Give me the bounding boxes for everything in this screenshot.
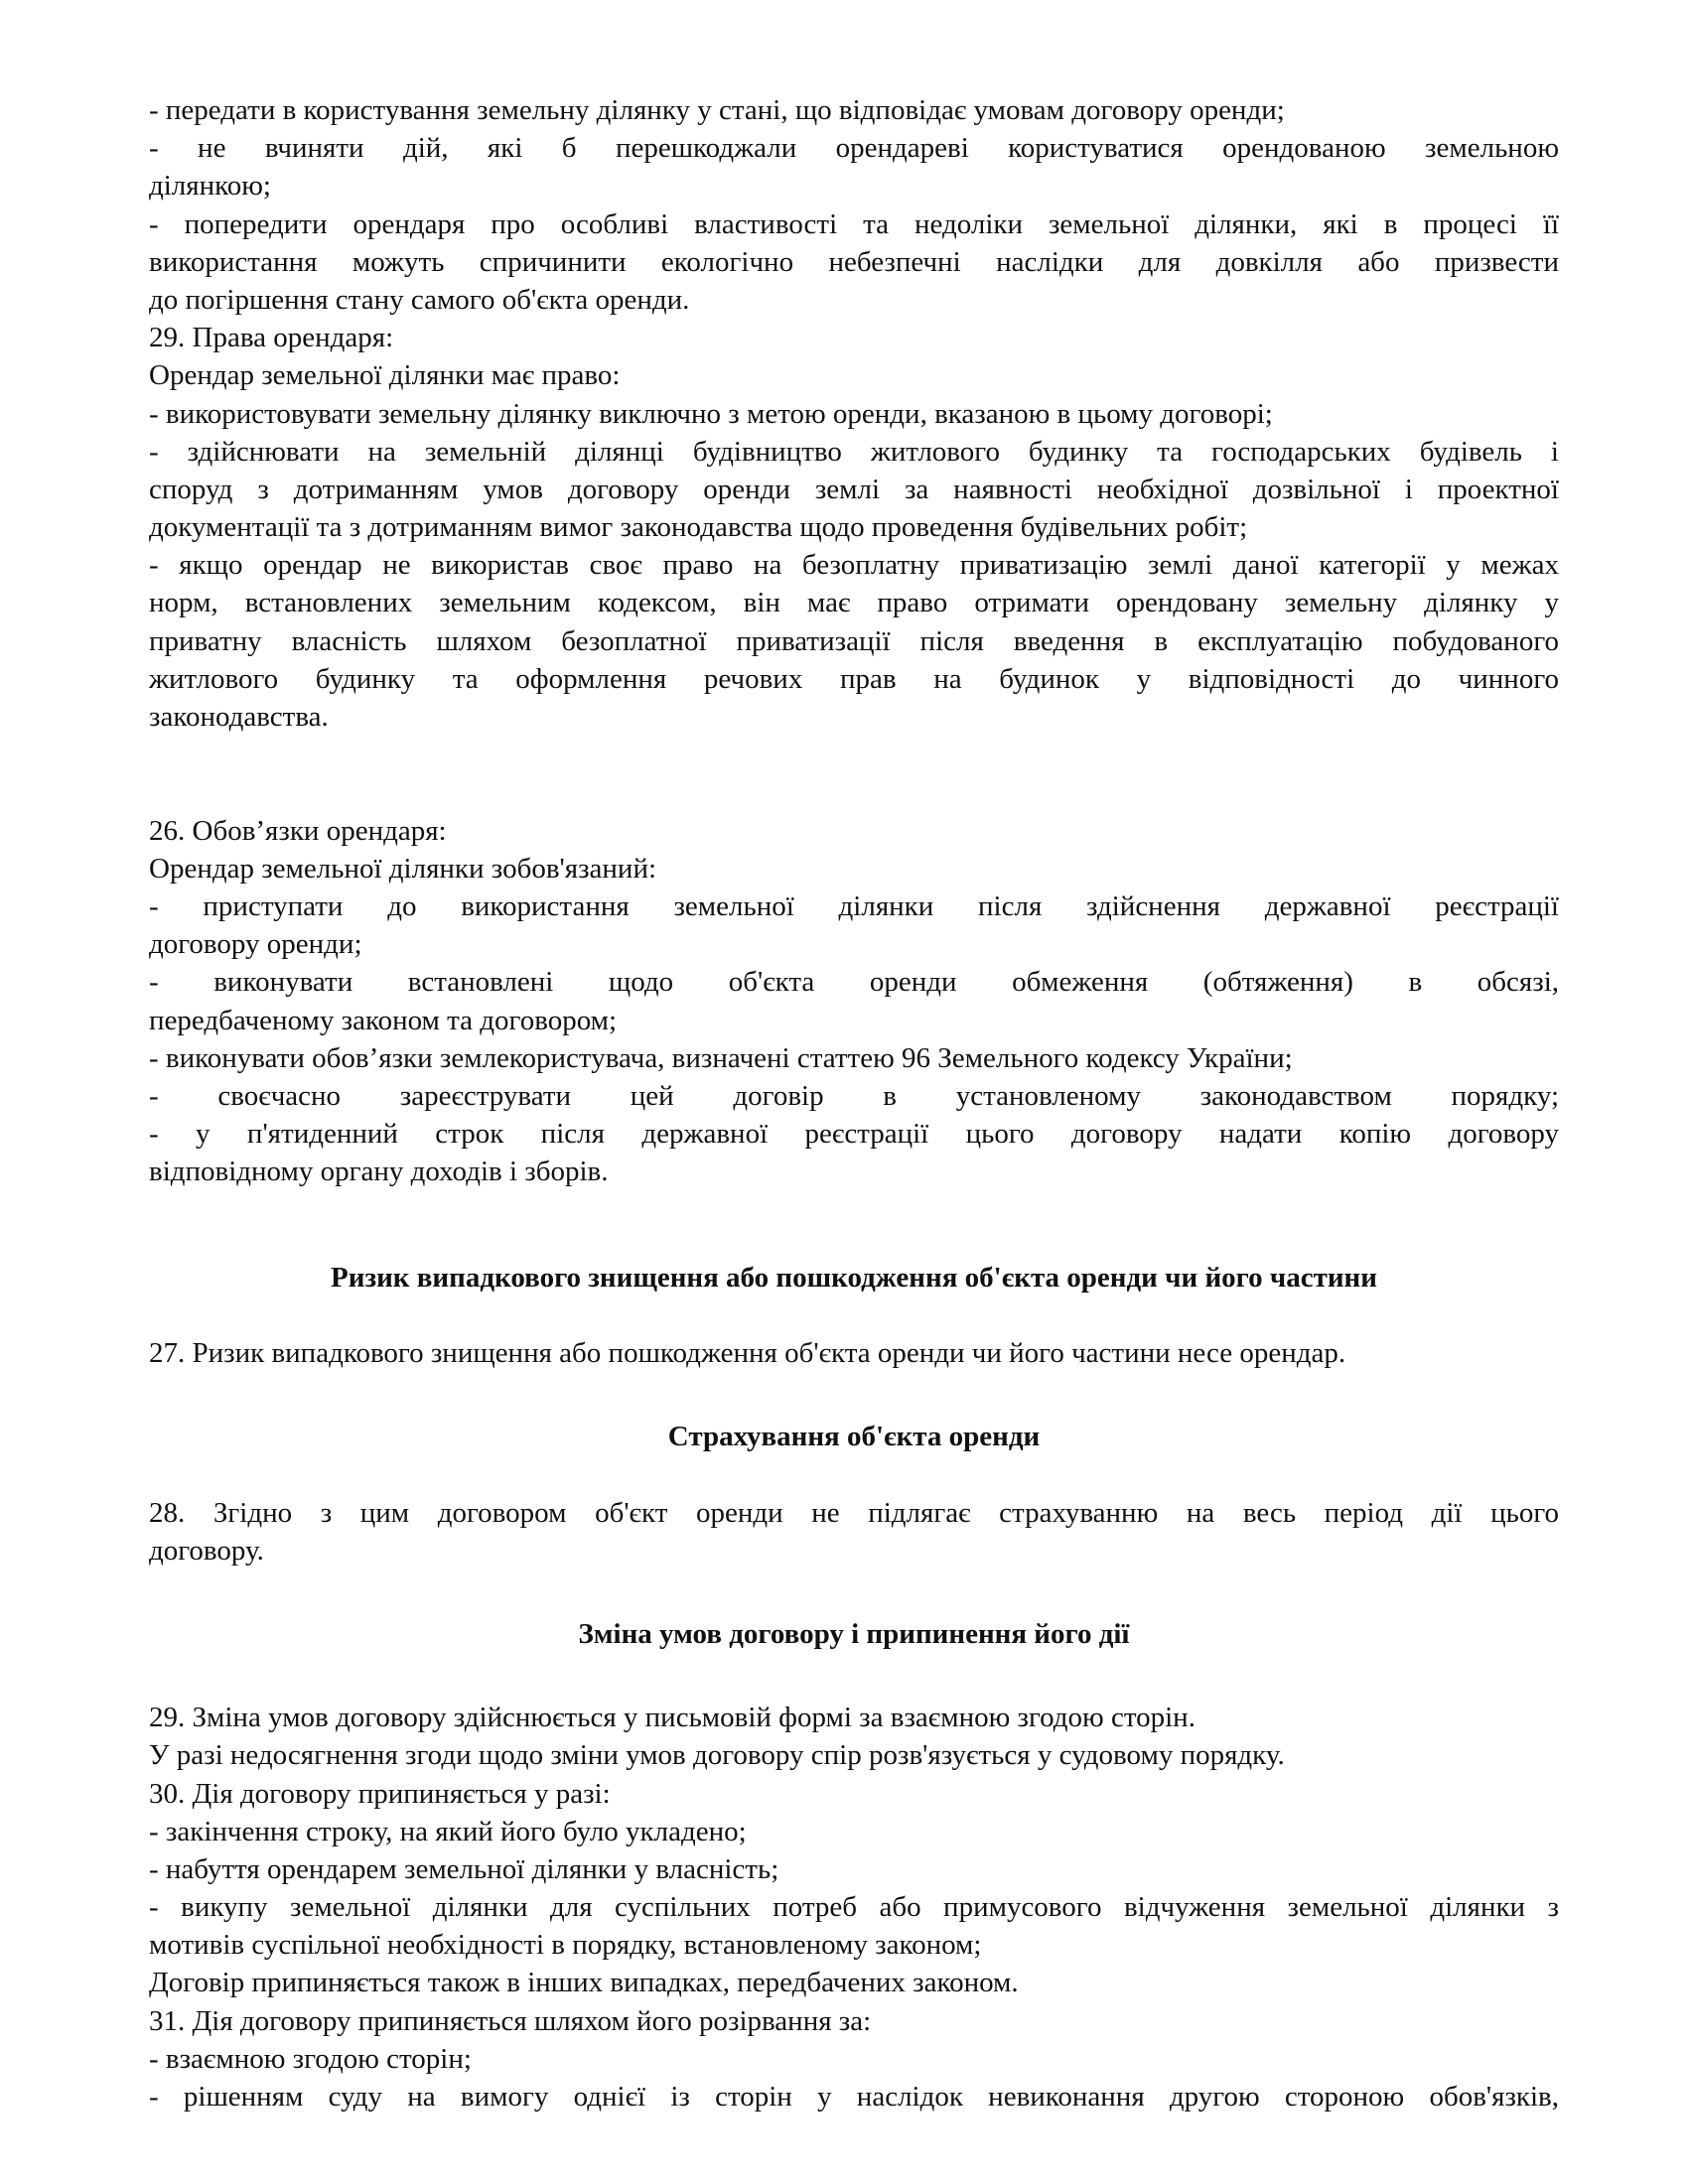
text-line: - закінчення строку, на який його було укладено; (149, 1815, 747, 1847)
text-line: Договір припиняється також в інших випадках, передбачених законом. (149, 1967, 1019, 1999)
text-line: - взаємною згодою сторін; (149, 2042, 472, 2075)
text-line: 30. Дія договору припиняється у разі: (149, 1777, 611, 1810)
text-line: - рішенням суду на вимогу однієї із сторін у наслідок невиконання другою стороною обов'язків, (149, 2081, 1559, 2114)
text-line: 28. Згідно з цим договором об'єкт оренди не підлягає страхуванню на весь період дії цього (149, 1496, 1559, 1529)
text-line: - викупу земельної ділянки для суспільних потреб або примусового відчуження земельної ділянки з (149, 1891, 1559, 1924)
text-line: - виконувати встановлені щодо об'єкта оренди обмеження (обтяження) в обсязі, (149, 966, 1559, 999)
text-line: норм, встановлених земельним кодексом, він має право отримати орендовану земельну ділянку у (149, 587, 1559, 619)
text-line: ділянкою; (149, 170, 271, 203)
heading-insurance: Страхування об'єкта оренди (667, 1421, 1041, 1453)
text-line: договору. (149, 1534, 264, 1567)
text-line: мотивів суспільної необхідності в порядку, встановленому законом; (149, 1929, 982, 1962)
text-line: - приступати до використання земельної ділянки після здійснення державної реєстрації (149, 889, 1559, 922)
text-line: 27. Ризик випадкового знищення або пошкодження об'єкта оренди чи його частини несе орендар. (149, 1337, 1346, 1370)
heading-contract-changes: Зміна умов договору і припинення його дії (578, 1617, 1130, 1650)
section-26-title: 26. Обов’язки орендаря: (149, 814, 447, 847)
text-line: 31. Дія договору припиняється шляхом його розірвання за: (149, 2004, 872, 2037)
text-line: передбаченому законом та договором; (149, 1004, 618, 1036)
text-line: споруд з дотриманням умов договору оренди землі за наявності необхідної дозвільної і проектної (149, 473, 1559, 505)
text-line: - своєчасно зареєструвати цей договір в установленому законодавством порядку; (149, 1079, 1559, 1112)
text-line: - використовувати земельну ділянку виключно з метою оренди, вказаною в цьому договорі; (149, 397, 1273, 430)
text-line: відповідному органу доходів і зборів. (149, 1156, 609, 1188)
text-line: приватну власність шляхом безоплатної приватизації після введення в експлуатацію побудованого (149, 624, 1559, 657)
spacer (149, 1653, 1559, 1699)
text-line: - у п'ятиденний строк після державної реєстрації цього договору надати копію договору (149, 1118, 1559, 1151)
section-29-title: 29. Права орендаря: (149, 322, 394, 354)
text-line: використання можуть спричинити екологічно небезпечні наслідки для довкілля або призвести (149, 245, 1559, 278)
text-line: житлового будинку та оформлення речових прав на будинок у відповідності до чинного (149, 662, 1559, 695)
text-line: документації та з дотриманням вимог законодавства щодо проведення будівельних робіт; (149, 511, 1248, 544)
text-line: законодавства. (149, 701, 329, 733)
spacer (149, 1570, 1559, 1615)
spacer (149, 1229, 1559, 1259)
text-line: - попередити орендаря про особливі властивості та недоліки земельної ділянки, які в процесі її (149, 207, 1559, 240)
text-line: 29. Зміна умов договору здійснюється у письмовій формі за взаємною згодою сторін. (149, 1702, 1196, 1734)
text-line: - якщо орендар не використав своє право на безоплатну приватизацію землі даної категорії у межах (149, 549, 1559, 582)
text-line: - здійснювати на земельній ділянці будівництво житлового будинку та господарських будівель і (149, 435, 1559, 468)
text-line: - не вчиняти дій, які б перешкоджали орендареві користуватися орендованою земельною (149, 132, 1559, 165)
spacer (149, 1190, 1559, 1228)
document-page (149, 91, 1559, 2116)
text-line: У разі недосягнення згоди щодо зміни умов договору спір розв'язується у судовому порядку. (149, 1739, 1285, 1772)
spacer (149, 1297, 1559, 1334)
spacer (149, 736, 1559, 811)
text-line: договору оренди; (149, 928, 362, 961)
text-line: - набуття орендарем земельної ділянки у власність; (149, 1852, 779, 1885)
text-line: Орендар земельної ділянки зобов'язаний: (149, 852, 657, 885)
spacer (149, 1455, 1559, 1493)
heading-risk: Ризик випадкового знищення або пошкодження об'єкта оренди чи його частини (331, 1261, 1377, 1294)
text-line: до погіршення стану самого об'єкта оренди. (149, 283, 690, 316)
text-line: Орендар земельної ділянки має право: (149, 359, 621, 392)
text-line: - передати в користування земельну ділянку у стані, що відповідає умовам договору оренди; (149, 94, 1285, 126)
spacer (149, 1372, 1559, 1418)
text-line: - виконувати обов’язки землекористувача, визначені статтею 96 Земельного кодексу України; (149, 1041, 1293, 1074)
